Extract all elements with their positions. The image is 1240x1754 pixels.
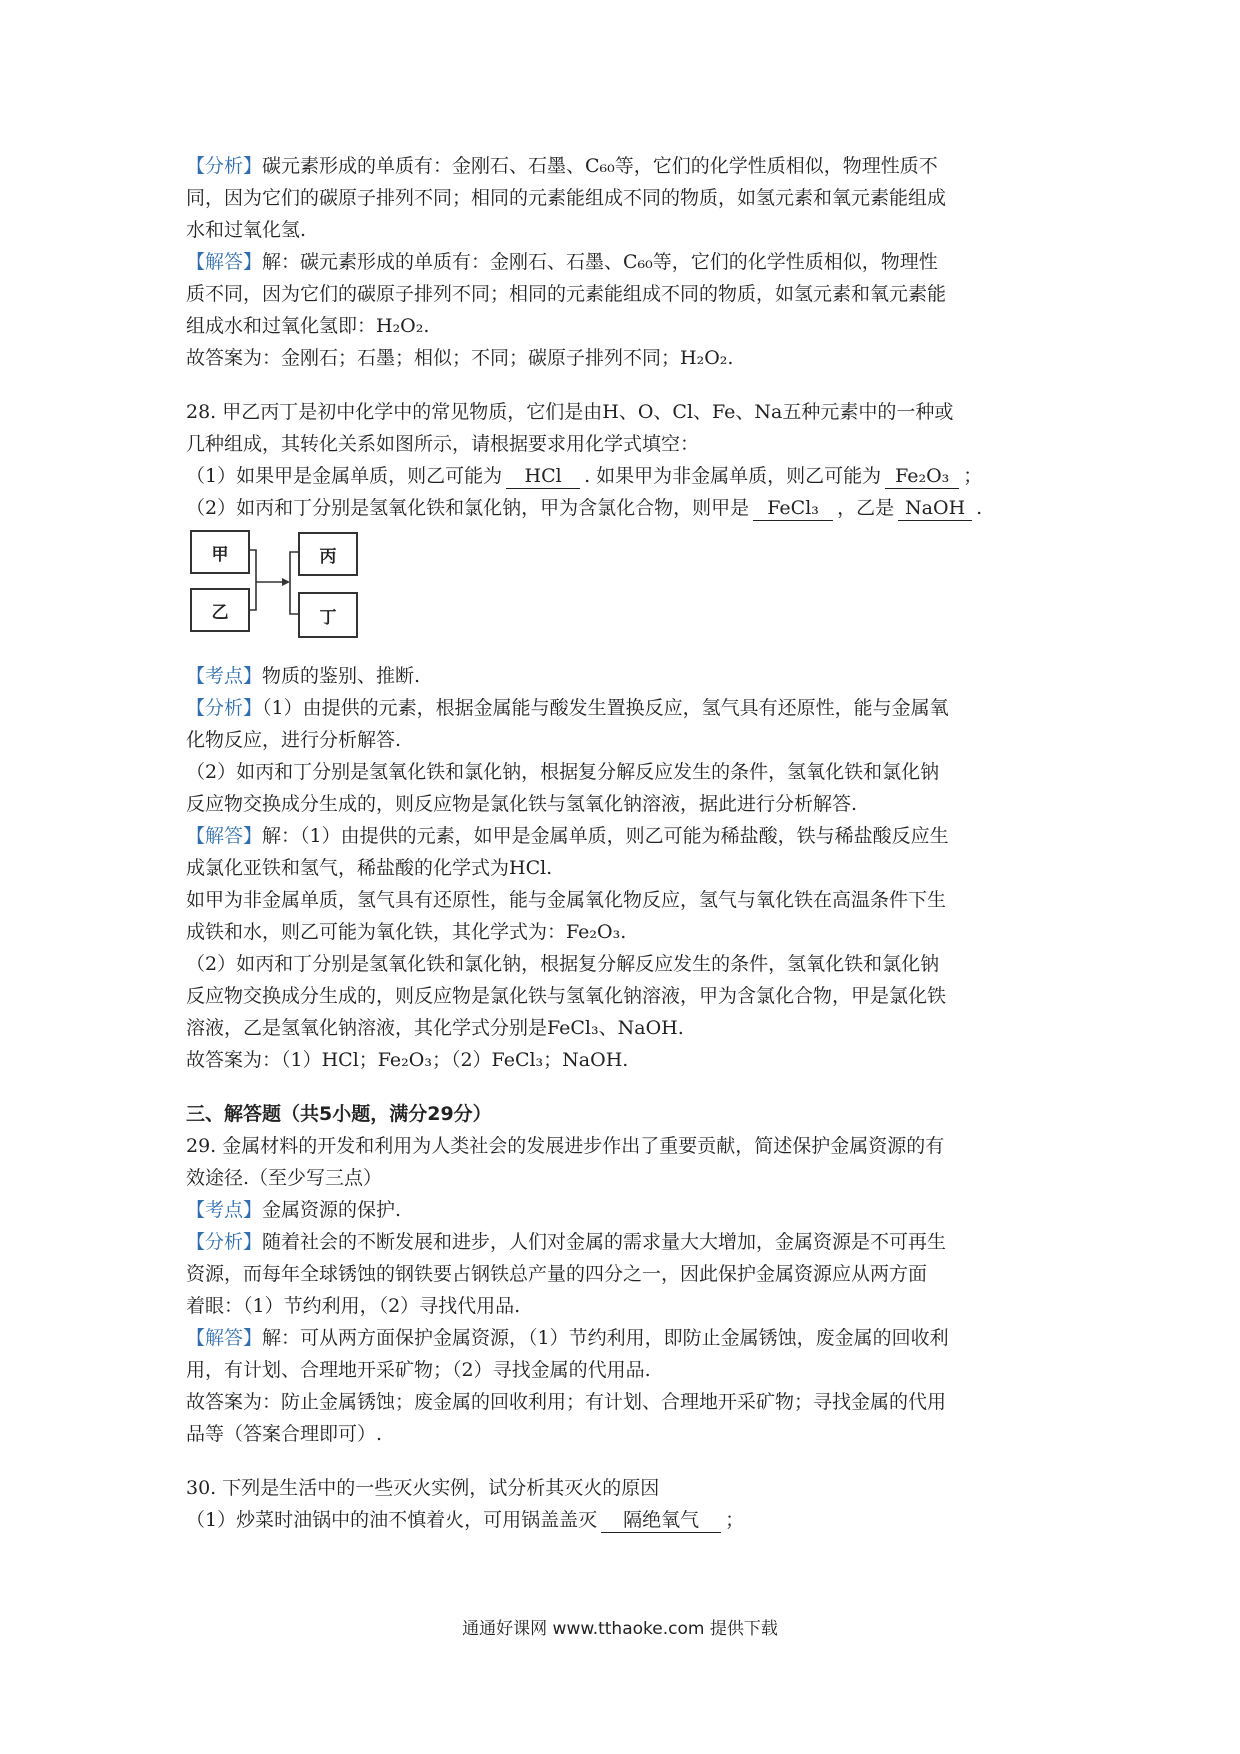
answer-blank: 隔绝氧气: [601, 1508, 721, 1533]
text-line: 同，因为它们的碳原子排列不同；相同的元素能组成不同的物质，如氢元素和氧元素能组成: [186, 187, 947, 209]
text-line: 反应物交换成分生成的，则反应物是氯化铁与氢氧化钠溶液，据此进行分析解答.: [186, 793, 858, 815]
analysis-tag: 【分析】: [186, 697, 263, 719]
text-line: 溶液，乙是氢氧化钠溶液，其化学式分别是FeCl₃、NaOH.: [186, 1017, 684, 1039]
text-line: 用，有计划、合理地开采矿物；（2）寻找金属的代用品.: [186, 1359, 651, 1381]
text: ，乙是: [837, 497, 895, 519]
text: .: [976, 497, 983, 519]
text-line: （2）如丙和丁分别是氢氧化铁和氯化钠，根据复分解反应发生的条件，氢氧化铁和氯化钠: [186, 953, 940, 975]
box-bing: 丙: [298, 532, 358, 576]
text: 碳元素形成的单质有：金刚石、石墨、C₆₀等，它们的化学性质相似，物理性质不: [262, 155, 938, 177]
conversion-diagram: [190, 530, 380, 650]
solution-tag: 【解答】: [186, 825, 263, 847]
text: ；: [725, 1509, 745, 1531]
text-line: （2）如丙和丁分别是氢氧化铁和氯化钠，根据复分解反应发生的条件，氢氧化铁和氯化钠: [186, 761, 940, 783]
diagram-connectors: [190, 530, 380, 650]
text: . 如果甲为非金属单质，则乙可能为: [584, 465, 882, 487]
text: 解：碳元素形成的单质有：金刚石、石墨、C₆₀等，它们的化学性质相似，物理性: [262, 251, 938, 273]
answer-blank: Fe₂O₃: [885, 464, 959, 489]
text-line: 质不同，因为它们的碳原子排列不同；相同的元素能组成不同的物质，如氢元素和氧元素能: [186, 283, 947, 305]
keypoint-line: [186, 660, 1056, 692]
box-jia: 甲: [190, 530, 250, 574]
text-line: 成氯化亚铁和氢气，稀盐酸的化学式为HCl.: [186, 857, 553, 879]
question-28-stem: 28. 甲乙丙丁是初中化学中的常见物质，它们是由H、O、Cl、Fe、Na五种元素中的一种或: [186, 401, 954, 423]
analysis-tag: 【分析】: [186, 155, 263, 177]
text-line: 组成水和过氧化氢即：H₂O₂.: [186, 315, 430, 337]
text: 解：可从两方面保护金属资源，（1）节约利用，即防止金属锈蚀，废金属的回收利: [262, 1327, 949, 1349]
solution-line: [186, 1322, 1056, 1354]
text-line: 效途径.（至少写三点）: [186, 1167, 383, 1189]
text: （1）由提供的元素，根据金属能与酸发生置换反应，氢气具有还原性，能与金属氧: [262, 697, 949, 719]
text-line: 着眼：（1）节约利用，（2）寻找代用品.: [186, 1295, 521, 1317]
text-line: 化物反应，进行分析解答.: [186, 729, 402, 751]
solution-line: [186, 820, 1056, 852]
keypoint-tag: 【考点】: [186, 1199, 263, 1221]
page-footer: 通通好课网 www.tthaoke.com 提供下载: [462, 1619, 778, 1639]
text: （1）如果甲是金属单质，则乙可能为: [186, 465, 503, 487]
text-line: 品等（答案合理即可）.: [186, 1423, 383, 1445]
text: 金属资源的保护.: [262, 1199, 402, 1221]
question-29-stem: 29. 金属材料的开发和利用为人类社会的发展进步作出了重要贡献，简述保护金属资源的有: [186, 1135, 945, 1157]
answer-blank: HCl: [506, 464, 580, 489]
answer-line: 故答案为：金刚石；石墨；相似；不同；碳原子排列不同；H₂O₂.: [186, 347, 734, 369]
text: （1）炒菜时油锅中的油不慎着火，可用锅盖盖灭: [186, 1509, 598, 1531]
analysis-line: [186, 1226, 1056, 1258]
text-line: 水和过氧化氢.: [186, 219, 307, 241]
analysis-tag: 【分析】: [186, 1231, 263, 1253]
text-line: 如甲为非金属单质，氢气具有还原性，能与金属氧化物反应，氢气与氧化铁在高温条件下生: [186, 889, 947, 911]
text-line: 资源，而每年全球锈蚀的钢铁要占钢铁总产量的四分之一，因此保护金属资源应从两方面: [186, 1263, 928, 1285]
text: （2）如丙和丁分别是氢氧化铁和氯化钠，甲为含氯化合物，则甲是: [186, 497, 750, 519]
text: 随着社会的不断发展和进步，人们对金属的需求量大大增加，金属资源是不可再生: [262, 1231, 947, 1253]
analysis-line: [186, 150, 1056, 182]
answer-blank: NaOH: [898, 496, 972, 521]
question-30-stem: 30. 下列是生活中的一些灭火实例，试分析其灭火的原因: [186, 1477, 660, 1499]
answer-line: 故答案为：（1）HCl；Fe₂O₃；（2）FeCl₃；NaOH.: [186, 1049, 629, 1071]
text-line: 反应物交换成分生成的，则反应物是氯化铁与氢氧化钠溶液，甲为含氯化合物，甲是氯化铁: [186, 985, 947, 1007]
solution-line: [186, 246, 1056, 278]
box-yi: 乙: [190, 588, 250, 632]
solution-tag: 【解答】: [186, 251, 263, 273]
solution-tag: 【解答】: [186, 1327, 263, 1349]
question-28-part1: [186, 460, 1056, 492]
question-28-part2: [186, 492, 1056, 524]
text-line: 几种组成，其转化关系如图所示，请根据要求用化学式填空：: [186, 433, 700, 455]
text: 物质的鉴别、推断.: [262, 665, 421, 687]
document-body: [186, 150, 1056, 1536]
answer-line: 故答案为：防止金属锈蚀；废金属的回收利用；有计划、合理地开采矿物；寻找金属的代用: [186, 1391, 947, 1413]
keypoint-line: [186, 1194, 1056, 1226]
text: ；: [963, 465, 983, 487]
section-title: 三、解答题（共5小题，满分29分）: [186, 1103, 492, 1125]
analysis-line: [186, 692, 1056, 724]
box-ding: 丁: [298, 592, 358, 638]
text: 解：（1）由提供的元素，如甲是金属单质，则乙可能为稀盐酸，铁与稀盐酸反应生: [262, 825, 949, 847]
text-line: 成铁和水，则乙可能为氧化铁，其化学式为：Fe₂O₃.: [186, 921, 627, 943]
keypoint-tag: 【考点】: [186, 665, 263, 687]
answer-blank: FeCl₃: [753, 496, 833, 521]
question-30-part1: [186, 1504, 1056, 1536]
